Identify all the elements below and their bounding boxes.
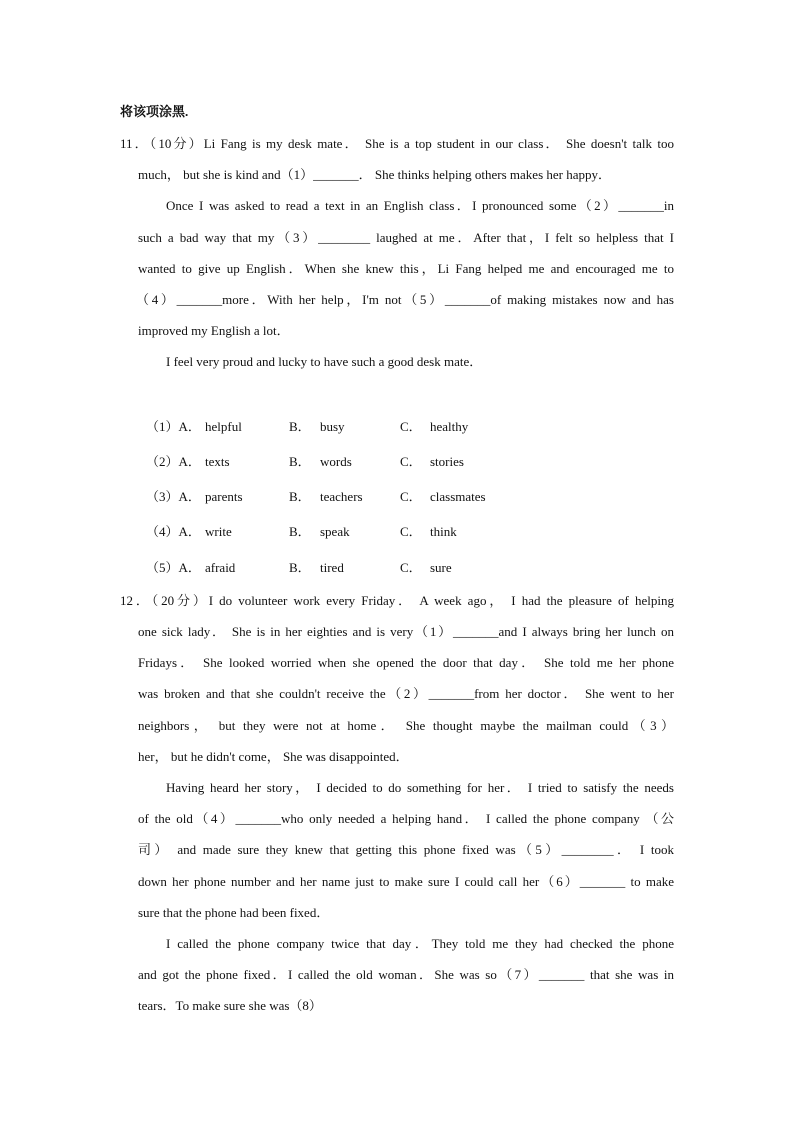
q12-line-14: tears．To make sure she was（8） (138, 998, 322, 1013)
q12-line-8: of the old（4）_______who only needed a helping hand． I called the phone company （公 (138, 811, 674, 826)
intro-text: 将该项涂黑. (120, 104, 189, 119)
option-c[interactable]: think (430, 524, 457, 539)
option-number: （1）A． (146, 419, 201, 434)
option-b[interactable]: words (320, 454, 352, 469)
q11-line-5: wanted to give up English．When she knew this，Li Fang helped me and encouraged me to (138, 261, 674, 276)
q12-line-1: 12．（20分）I do volunteer work every Friday． A week ago， I had the pleasure of helping (120, 593, 674, 608)
option-b[interactable]: speak (320, 524, 350, 539)
option-c-letter: C． (400, 560, 422, 575)
option-c-letter: C． (400, 524, 422, 539)
option-number: （3）A． (146, 489, 201, 504)
q12-line-10: down her phone number and her name just to make sure I could call her（6）_______ to make (138, 874, 674, 889)
option-a[interactable]: texts (205, 454, 230, 469)
option-b-letter: B． (289, 489, 311, 504)
q12-line-7: Having heard her story， I decided to do something for her． I tried to satisfy the needs (166, 780, 674, 795)
option-c-letter: C． (400, 454, 422, 469)
option-c[interactable]: healthy (430, 419, 469, 434)
q11-line-8: I feel very proud and lucky to have such a good desk mate． (166, 354, 483, 369)
option-number: （2）A． (146, 454, 201, 469)
q11-line-7: improved my English a lot． (138, 323, 290, 338)
option-a[interactable]: write (205, 524, 232, 539)
q12-line-6: her， but he didn't come， She was disappointed． (138, 749, 409, 764)
q12-line-4: was broken and that she couldn't receive the（2）_______from her doctor． She went to her (138, 686, 674, 701)
option-b-letter: B． (289, 419, 311, 434)
q12-line-13: and got the phone fixed．I called the old woman．She was so（7）_______ that she was in (138, 967, 674, 982)
option-number: （4）A． (146, 524, 201, 539)
q12-line-9: 司） and made sure they knew that getting this phone fixed was（5）________． I took (138, 842, 674, 857)
q12-line-11: sure that the phone had been fixed． (138, 905, 330, 920)
q11-line-1: 11．（10分）Li Fang is my desk mate． She is a top student in our class． She doesn't talk too (120, 136, 674, 151)
option-b-letter: B． (289, 454, 311, 469)
option-a[interactable]: parents (205, 489, 243, 504)
option-c[interactable]: stories (430, 454, 464, 469)
q12-line-3: Fridays． She looked worried when she opened the door that day． She told me her phone (138, 655, 674, 670)
q12-line-5: neighbors， but they were not at home． She thought maybe the mailman could（3） (138, 718, 674, 733)
q11-line-4: such a bad way that my（3）________ laughed at me．After that，I felt so helpless that I (138, 230, 674, 245)
option-c[interactable]: sure (430, 560, 452, 575)
option-c-letter: C． (400, 419, 422, 434)
option-a[interactable]: afraid (205, 560, 236, 575)
option-c-letter: C． (400, 489, 422, 504)
q11-line-2: much， but she is kind and（1）_______． She thinks helping others makes her happy． (138, 167, 612, 182)
q11-line-3: Once I was asked to read a text in an English class．I pronounced some（2）_______in (166, 198, 674, 213)
option-number: （5）A． (146, 560, 201, 575)
q12-line-2: one sick lady． She is in her eighties and is very（1）_______and I always bring her lunch on (138, 624, 674, 639)
q12-line-12: I called the phone company twice that day．They told me they had checked the phone (166, 936, 674, 951)
option-b[interactable]: tired (320, 560, 344, 575)
option-b-letter: B． (289, 524, 311, 539)
option-b[interactable]: busy (320, 419, 345, 434)
option-c[interactable]: classmates (430, 489, 486, 504)
q11-line-6: （4）_______more．With her help，I'm not（5）_______of making mistakes now and has (136, 292, 674, 307)
option-a[interactable]: helpful (205, 419, 242, 434)
option-b[interactable]: teachers (320, 489, 363, 504)
option-b-letter: B． (289, 560, 311, 575)
